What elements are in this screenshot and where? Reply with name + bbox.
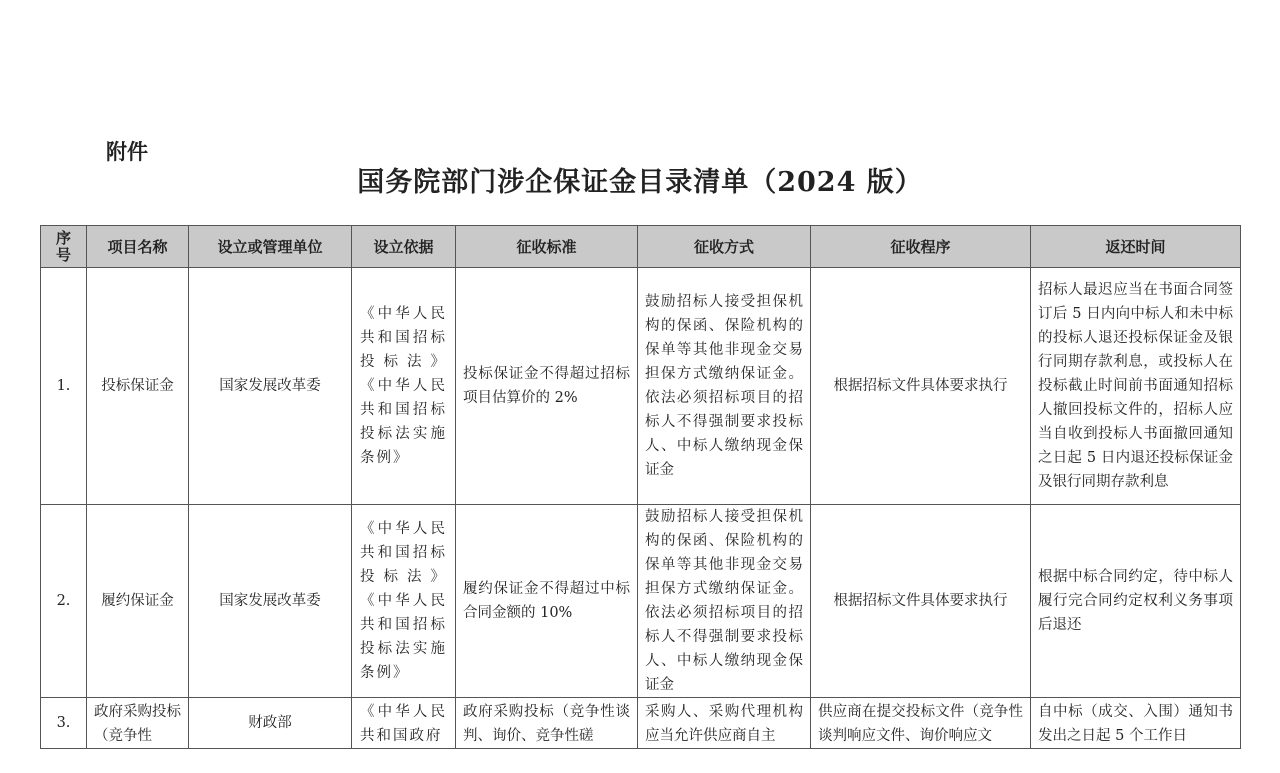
header-unit: 设立或管理单位 bbox=[189, 226, 352, 268]
row-standard: 履约保证金不得超过中标合同金额的 10% bbox=[463, 581, 630, 621]
row-unit: 财政部 bbox=[189, 698, 352, 749]
row-method: 鼓励招标人接受担保机构的保函、保险机构的保单等其他非现金交易担保方式缴纳保证金。依法必须招标项目的招标人不得强制要求投标人、中标人缴纳现金保证金 bbox=[645, 294, 803, 478]
row-procedure: 根据招标文件具体要求执行 bbox=[811, 505, 1031, 698]
row-unit: 国家发展改革委 bbox=[189, 268, 352, 505]
row-name: 履约保证金 bbox=[87, 505, 189, 698]
header-method: 征收方式 bbox=[638, 226, 811, 268]
header-standard: 征收标准 bbox=[456, 226, 638, 268]
row-standard: 投标保证金不得超过招标项目估算价的 2% bbox=[463, 366, 630, 406]
row-refund: 自中标（成交、入围）通知书发出之日起 5 个工作日 bbox=[1038, 704, 1233, 744]
row-unit: 国家发展改革委 bbox=[189, 505, 352, 698]
row-name: 投标保证金 bbox=[87, 268, 189, 505]
row-refund: 招标人最迟应当在书面合同签订后 5 日内向中标人和未中标的投标人退还投标保证金及银行同期存款利息，或投标人在投标截止时间前书面通知招标人撤回投标文件的，招标人应当自收到投标人书面撤回通知之日起 5 日内退还投标保证金及银行同期存款利息 bbox=[1038, 282, 1233, 490]
attachment-label: 附件 bbox=[106, 140, 148, 164]
header-seq: 序号 bbox=[41, 226, 87, 268]
table-row bbox=[41, 505, 1241, 698]
page-title: 国务院部门涉企保证金目录清单（2024 版） bbox=[357, 167, 923, 198]
row-basis: 《中华人民共和国政府 bbox=[360, 704, 447, 744]
row-no: 1. bbox=[41, 268, 87, 505]
header-procedure: 征收程序 bbox=[811, 226, 1031, 268]
deposit-catalog-table bbox=[40, 225, 1241, 749]
row-method: 鼓励招标人接受担保机构的保函、保险机构的保单等其他非现金交易担保方式缴纳保证金。依法必须招标项目的招标人不得强制要求投标人、中标人缴纳现金保证金 bbox=[645, 509, 803, 693]
row-method: 采购人、采购代理机构应当允许供应商自主 bbox=[645, 704, 803, 744]
row-no: 2. bbox=[41, 505, 87, 698]
row-refund: 根据中标合同约定，待中标人履行完合同约定权利义务事项后退还 bbox=[1038, 569, 1233, 633]
row-standard: 政府采购投标（竞争性谈判、询价、竞争性磋 bbox=[463, 704, 630, 744]
table-row bbox=[41, 698, 1241, 749]
row-name: 政府采购投标（竞争性 bbox=[94, 704, 181, 744]
table-header-row bbox=[41, 226, 1241, 268]
row-procedure: 根据招标文件具体要求执行 bbox=[811, 268, 1031, 505]
table-row bbox=[41, 268, 1241, 505]
header-basis: 设立依据 bbox=[352, 226, 456, 268]
header-refund: 返还时间 bbox=[1031, 226, 1241, 268]
header-name: 项目名称 bbox=[87, 226, 189, 268]
row-procedure: 供应商在提交投标文件（竞争性谈判响应文件、询价响应文 bbox=[818, 704, 1023, 744]
row-basis: 《中华人民共和国招标投标法》《中华人民共和国招标投标法实施条例》 bbox=[360, 306, 447, 466]
row-basis: 《中华人民共和国招标投标法》《中华人民共和国招标投标法实施条例》 bbox=[360, 521, 447, 681]
row-no: 3. bbox=[41, 698, 87, 749]
